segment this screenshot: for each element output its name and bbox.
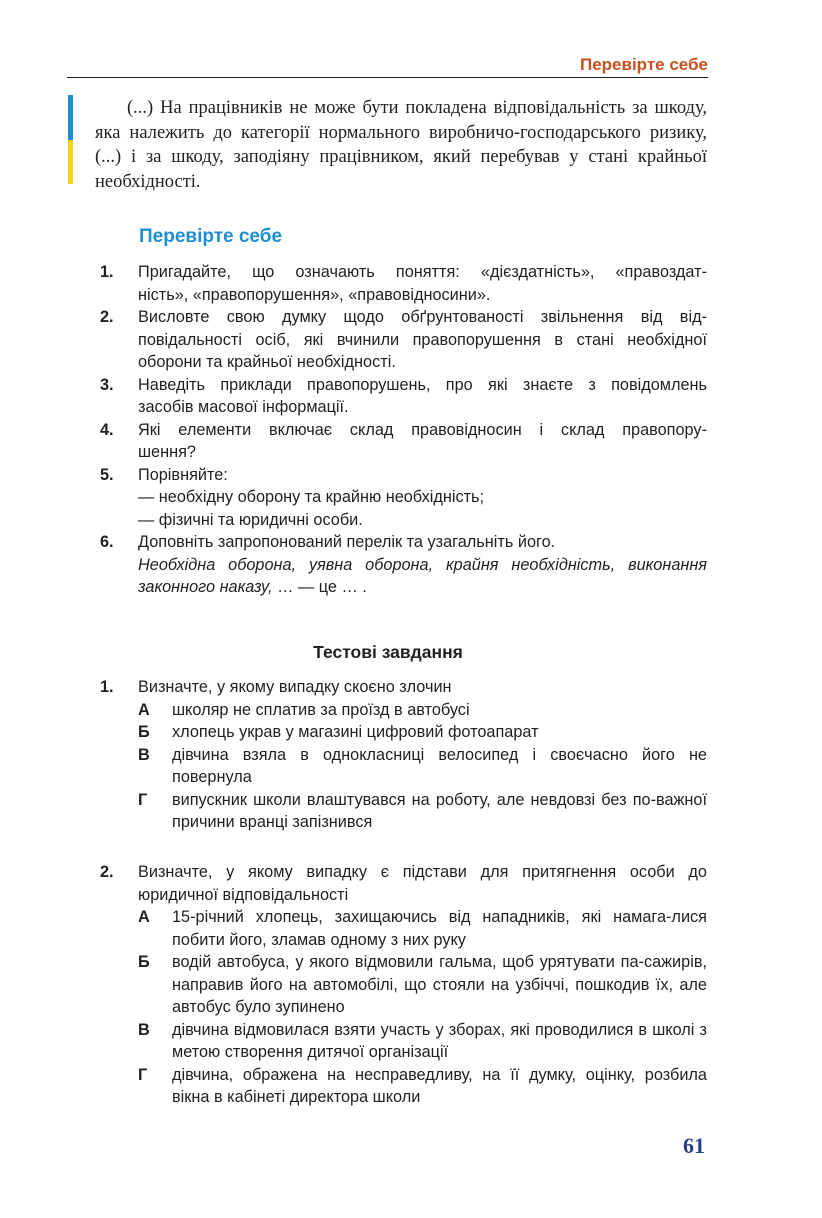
item-line: шення?	[138, 443, 196, 461]
option-text: водій автобуса, у якого відмовили гальма, щоб урятувати па-сажирів, направив його на автомобілі, що стояли на узбіччі, пошкодив їх, але автобус було зупинено	[172, 953, 707, 1016]
running-header-title: Перевірте себе	[580, 55, 708, 74]
answer-option	[138, 789, 707, 834]
answer-option	[138, 906, 707, 951]
list-item	[100, 374, 707, 419]
item-number: 1.	[100, 263, 114, 281]
item-number: 6.	[100, 533, 114, 551]
list-item	[100, 419, 707, 464]
option-letter: Б	[138, 953, 150, 971]
test-question	[100, 861, 707, 1109]
item-number: 2.	[100, 308, 114, 326]
answer-option	[138, 1064, 707, 1109]
section-title-tests: Тестові завдання	[313, 642, 463, 662]
item-number: 4.	[100, 420, 114, 439]
option-letter: А	[138, 700, 150, 719]
item-line: ність», «правопорушення», «правовідносини».	[138, 285, 491, 304]
option-letter: Г	[138, 790, 148, 809]
quote-paragraph: (...) На працівників не може бути покладена відповідальність за шкоду, яка належить до категорії нормального виробничо-господарського ризику, (...) і за шкоду, заподіяну працівником, який перебував у стані крайньої необхідності.	[95, 98, 707, 192]
item-line: Висловте свою думку щодо обґрунтованості звільнення від від-	[138, 308, 707, 326]
option-text: хлопець украв у магазині цифровий фотоапарат	[172, 723, 539, 741]
item-line: Наведіть приклади правопорушень, про які знаєте з повідомлень	[138, 375, 707, 394]
item-number: 3.	[100, 375, 114, 394]
option-text: 15-річний хлопець, захищаючись від нападників, які намага-лися побити його, зламав одному з них руку	[172, 908, 707, 949]
item-line: Доповніть запропонований перелік та узагальніть його.	[138, 533, 556, 551]
answer-option	[138, 744, 707, 789]
question-stem: Визначте, у якому випадку скоєно злочин	[138, 678, 452, 696]
question-number: 2.	[100, 863, 114, 881]
option-text: дівчина взяла в однокласниці велосипед і своєчасно його не повернула	[172, 745, 707, 786]
option-text: школяр не сплатив за проїзд в автобусі	[172, 700, 470, 719]
page-number: 61	[683, 1133, 705, 1158]
test-question	[100, 676, 707, 834]
list-item	[100, 261, 707, 306]
answer-option	[138, 699, 707, 722]
item-tail: … — це … .	[272, 578, 367, 596]
option-letter: Б	[138, 723, 150, 741]
item-number: 5.	[100, 465, 114, 484]
item-line: повідальності осіб, які вчинили правопорушення в стані необхідної	[138, 330, 707, 349]
list-item	[100, 464, 707, 532]
question-stem: Визначте, у якому випадку є підстави для притягнення особи до юридичної відповідальності	[138, 863, 707, 904]
item-line: — необхідну оборону та крайню необхідність;	[138, 488, 485, 506]
item-line: Пригадайте, що означають поняття: «дієздатність», «правоздат-	[138, 263, 707, 281]
item-italic-line: законного наказу,	[138, 578, 273, 596]
question-number: 1.	[100, 678, 114, 696]
section-title-check-yourself: Перевірте себе	[139, 226, 283, 247]
option-text: дівчина, ображена на несправедливу, на її думку, оцінку, розбила вікна в кабінеті директора школи	[172, 1065, 707, 1106]
option-text: випускник школи влаштувався на роботу, але невдовзі без по-важної причини вранці запізнився	[172, 790, 707, 831]
list-item	[100, 306, 707, 374]
item-line: оборони та крайньої необхідності.	[138, 353, 396, 371]
header-rule	[67, 77, 708, 78]
quote-bar-yellow	[68, 140, 73, 185]
item-italic-line: Необхідна оборона, уявна оборона, крайня необхідність, виконання	[138, 555, 707, 574]
option-letter: В	[138, 745, 150, 764]
answer-option	[138, 951, 707, 1019]
list-item	[100, 531, 707, 599]
answer-option	[138, 1019, 707, 1064]
quote-accent-bar	[68, 95, 73, 184]
option-text: дівчина відмовилася взяти участь у зборах, які проводилися в школі з метою створення дитячої організації	[172, 1020, 707, 1061]
answer-option	[138, 721, 707, 744]
item-line: Які елементи включає склад правовідносин і склад правопору-	[138, 420, 707, 439]
option-letter: А	[138, 908, 150, 926]
item-line: Порівняйте:	[138, 465, 228, 484]
item-line: засобів масової інформації.	[138, 398, 349, 416]
check-questions-list	[100, 261, 707, 599]
option-letter: В	[138, 1020, 150, 1039]
option-letter: Г	[138, 1065, 148, 1084]
item-line: — фізичні та юридичні особи.	[138, 510, 363, 529]
quote-bar-blue	[68, 95, 73, 140]
